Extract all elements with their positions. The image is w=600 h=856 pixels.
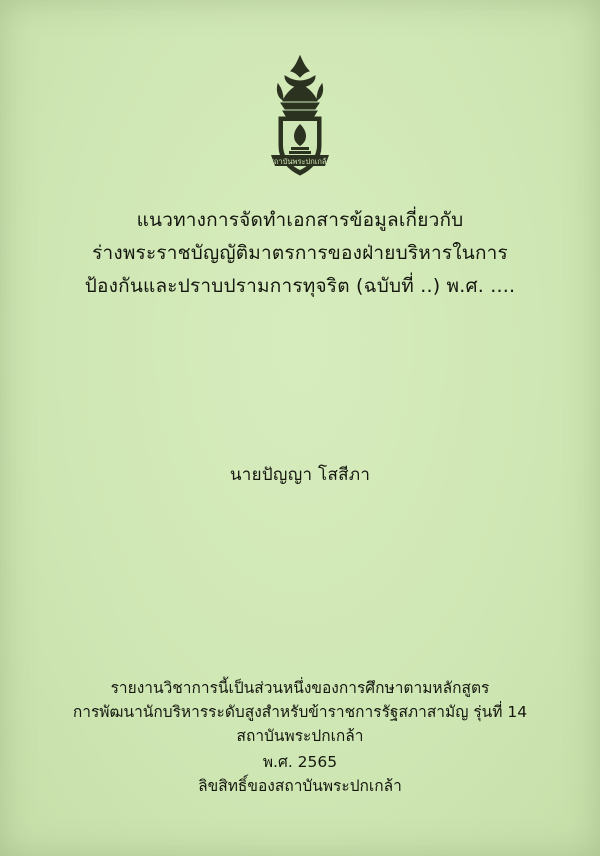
footer-line-copyright: ลิขสิทธิ์ของสถาบันพระปกเกล้า <box>198 777 402 795</box>
author-name: นายปัญญา โสสีภา <box>229 465 371 485</box>
title-line-1: แนวทางการจัดทำเอกสารข้อมูลเกี่ยวกับ <box>136 209 464 231</box>
emblem-ribbon <box>269 155 330 166</box>
page-title <box>65 204 535 303</box>
footer-line-1: รายงานวิชาการนี้เป็นส่วนหนึ่งของการศึกษาตามหลักสูตร <box>110 679 490 697</box>
title-line-3: ป้องกันและปราบปรามการทุจริต (ฉบับที่ ..) พ.ศ. .... <box>84 275 516 297</box>
title-line-2: ร่างพระราชบัญญัติมาตรการของฝ่ายบริหารในการ <box>92 242 508 264</box>
footer-block <box>0 676 600 798</box>
footer-line-year: พ.ศ. 2565 <box>262 753 338 771</box>
author-block <box>230 461 370 488</box>
king-prajadhipok-institute-emblem-icon <box>245 54 355 178</box>
emblem-inscription: สถาบันพระปกเกล้า <box>269 157 331 166</box>
footer-line-2: การพัฒนานักบริหารระดับสูงสำหรับข้าราชการรัฐสภาสามัญ รุ่นที่ 14 <box>72 703 528 721</box>
footer-line-3: สถาบันพระปกเกล้า <box>236 727 364 745</box>
emblem-container <box>240 52 360 180</box>
